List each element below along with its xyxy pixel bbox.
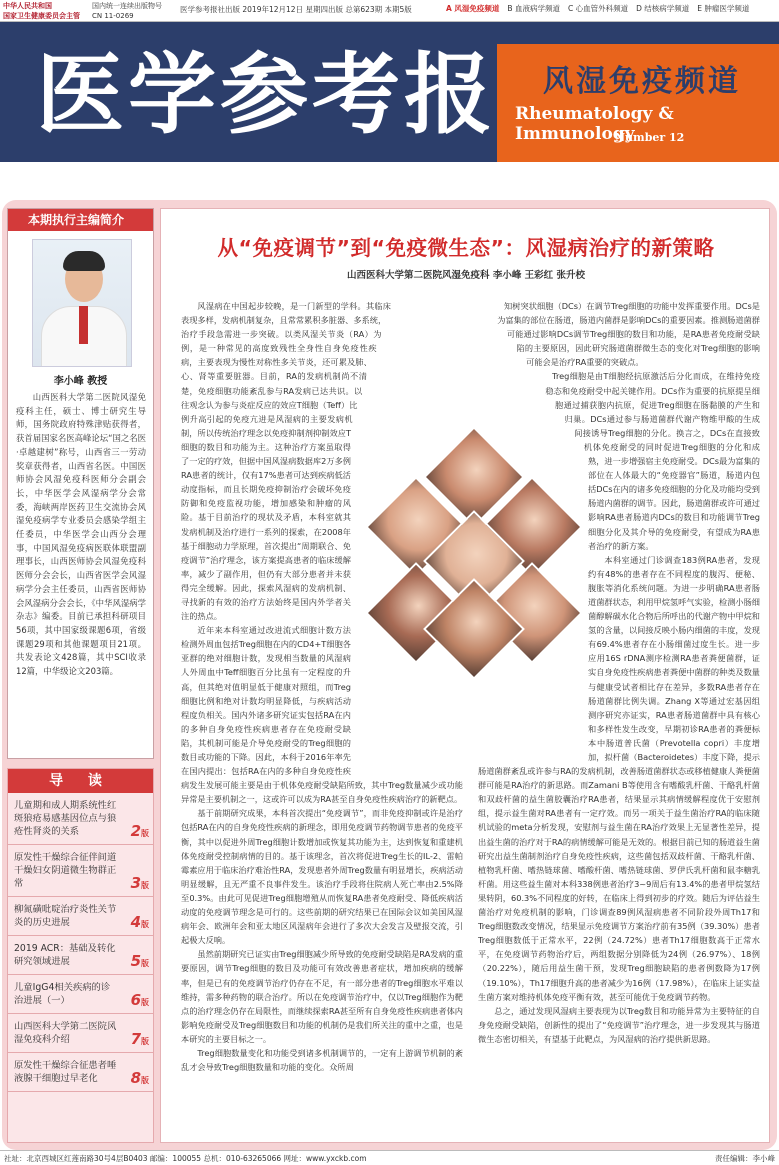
channel-name-cn: 风湿免疫频道: [543, 64, 741, 99]
guide-item[interactable]: [8, 845, 153, 897]
guide-item[interactable]: [8, 897, 153, 936]
article-column-right: [478, 299, 760, 1129]
guide-title: 导 读: [8, 769, 153, 793]
article-byline: 山西医科大学第二医院风湿免疫科 李小峰 王彩红 张升校: [347, 270, 585, 281]
guide-page: [130, 991, 149, 1009]
guide-item-text: 柳氮磺吡啶治疗炎性关节炎的历史进展: [14, 904, 117, 928]
guide-page-number: 5: [130, 952, 141, 970]
issue-line: 医学参考报社出版 2019年12月12日 星期四出版 总第623期 本期5版: [180, 5, 412, 14]
editor-profile: [7, 208, 154, 759]
reading-guide: [7, 768, 154, 1143]
editor-bio: 山西医科大学第二医院风湿免疫科主任，硕士、博士研究生导师，国务院政府特殊津贴获得者，获首届国家名医高峰论坛“国之名医·卓越建树”称号，山西省三一劳动奖章获得者，山西省名医。中国医师协会风湿免疫科医师分会副会长，中华医学会风湿病学分会常委，海峡两岸医药卫生交流协会风湿免疫病学专业委员会感染学组主任委员，中华医学会山西分会理事，中国风湿免疫病医联体联盟副理事长，山西医师协会风湿免疫科医师分会会长，山西省医学会风湿病学分会主任委员，山西省医师协会风湿病分会会长，《中华风湿病学杂志》编委。目前已承担科研项目56项，其中国家级课题6项，省级课题29项和其他课题项目21项。共发表论文428篇，其中SCI收录12篇，中华级论文203篇。: [16, 392, 146, 677]
page-footer: [0, 1150, 779, 1165]
guide-page: [130, 1030, 149, 1048]
main-article: [160, 208, 770, 1143]
guide-item[interactable]: [8, 975, 153, 1014]
country-line: 中华人民共和国: [3, 2, 52, 10]
article-paragraph: 总之，通过发现风湿病主要表现为以Treg数目和功能异常为主要特征的自身免疫耐受缺陷，创新性的提出了“免疫调节”治疗理念，进一步发现其与肠道微生态密切相关，有望基于此靶点，为风湿病的治疗提供新思路。: [478, 1005, 760, 1044]
guide-page: [130, 952, 149, 970]
article-paragraph: 基于前期研究成果，本科首次提出“免疫调节”，而非免疫抑制或许是治疗包括RA在内的自身免疫性疾病的新理念，即用免疫调节药物调节患者的免疫平衡，其中以促进外周Treg细胞计数增加或恢复其功能为主，达到恢复和重建机体免疫耐受控制病情的目的。基于该理念，首次将促进Treg生长的IL-2、雷帕霉素应用于临床治疗难治性RA，发现患者外周Treg数量有明显增长，疾病活动明显缓解，且无严重不良事件发生。该治疗手段将住院病人死亡率由2.5%降至0.3%。由此可见促进Treg细胞增殖从而恢复RA患者免疫耐受、降低疾病活动度的免疫调节理念是可行的。这些前期的研究结果已在国际会议如美国风湿病年会、欧洲年会和亚太地区风湿病年会进行了多次大会发言及壁报交流，引起极大反响。: [181, 808, 463, 946]
guide-page: [130, 822, 149, 840]
guide-item-text: 原发性干燥综合征患者唾液腺干细胞过早老化: [14, 1060, 117, 1084]
guide-item[interactable]: [8, 936, 153, 975]
publisher-info: [3, 1, 80, 21]
guide-item[interactable]: [8, 1014, 153, 1053]
guide-page-number: 7: [130, 1030, 141, 1048]
guide-page-suffix: 版: [141, 920, 149, 929]
masthead: [0, 22, 779, 162]
guide-page-suffix: 版: [141, 881, 149, 890]
issn-number: CN 11-0269: [92, 12, 134, 20]
guide-item-text: 儿童IgG4相关疾病的诊治进展（一）: [14, 982, 111, 1006]
guide-item-text: 2019 ACR：基础及转化研究领域进展: [14, 943, 116, 967]
article-paragraph: 知树突状细胞（DCs）在调节Treg细胞的功能中发挥重要作用。DCs是为富集的部位在肠道，肠道内菌群是影响DCs的重要因素。推测肠道菌群可能通过影响DCs调节Treg细胞的数目和功能，是RA患者免疫耐受缺陷的主要原因，因此研究肠道菌群微生态的变化对Treg细胞的影响可能会是治疗RA重要的突破点。: [497, 301, 760, 368]
article-paragraph: Treg细胞数量变化和功能受到诸多机制调节的，一定有上游调节机制的紊乱才会导致Treg细胞数量和功能的变化。众所周: [181, 1047, 463, 1073]
guide-item[interactable]: [8, 1053, 153, 1092]
editor-photo: [32, 239, 132, 367]
guide-page-suffix: 版: [141, 829, 149, 838]
article-paragraph: Treg细胞是由T细胞经抗原激活后分化而成，在维持免疫稳态和免疫耐受中起关键作用。DCs作为重要的抗原提呈细胞通过捕获胞内抗原，促进Treg细胞在肠黏膜的产生和归巢。DCs通过参与肠道菌群代谢产物维甲酸的生成间接诱导Treg细胞的分化。换言之，DCs在直接致机体免疫耐受的同时促进Treg细胞的分化和成熟，进一步增强宿主免疫耐受。DCs最为富集的部位在人体最大的“免疫器官”肠道，肠道内包括DCs在内的诸多免疫细胞的分化及功能均受到肠道内菌群的调节。因此，肠道菌群或许可通过影响RA患者肠道内DCs的数目和功能调节Treg细胞分化及其介导的免疫耐受，有望成为RA患者治疗的新方案。: [545, 371, 760, 551]
channel-name-en: Rheumatology & Immunology: [515, 104, 674, 144]
guide-page-number: 8: [130, 1069, 141, 1087]
guide-item[interactable]: [8, 793, 153, 845]
channel-nav: [446, 4, 749, 14]
issn-label: 国内统一连续出版物号: [92, 2, 162, 10]
footer-address: 社址：北京西城区红莲南路30号4层B0403 邮编：100055 总机：010-63265066 网址：www.yxckb.com: [4, 1154, 367, 1163]
channel-tab-e[interactable]: E 肿瘤医学频道: [697, 4, 750, 13]
authority-line: 国家卫生健康委员会主管: [3, 12, 80, 20]
guide-page-suffix: 版: [141, 1076, 149, 1085]
guide-page: [130, 1069, 149, 1087]
channel-banner: [497, 44, 779, 162]
article-paragraph: 近年来本科室通过改进流式细胞计数方法检测外周血包括Treg细胞在内的CD4+T细胞各亚群的绝对细胞计数，发现相当数量的风湿病人外周血中Teff细胞百分比虽有一定程度的升高，但其绝对值明显低于健康对照组，而Treg细胞比例和绝对计数均明显降低，与疾病活动程度负相关。国内外诸多研究证实包括RA在内的多种自身免疫性疾病患者存在免疫耐受缺陷，其机制可能是介导免疫耐受的Treg细胞的数目或功能的下降。因此，本科于2016年率先在国内提出：包括RA在内的多种自身免疫性疾病发生发展可能主要是由于机体免疫耐受缺陷所致，其中Treg数量减少或功能异常是主要机制之一，这或许可以成为RA甚至自身免疫性疾病治疗的新靶点。: [181, 625, 463, 805]
article-paragraph: 本科室通过门诊调查183例RA患者，发现约有48%的患者存在不同程度的腹泻、便秘、腹胀等消化系统问题。为进一步明确RA患者肠道菌群状态，利用甲烷氢呼气实验，检测小肠细菌醇解碳水化合物后所呼出的代谢产物中甲烷和氢的含量，以间接反映小肠内细菌的丰度，发现有69.4%患者存在小肠细菌过度生长。进一步应用16S rDNA测序检测RA患者粪便菌群，证实自身免疫性疾病患者粪便中菌群的种类及数量与健康受试者相比存在差异，多数RA患者存在肠道菌群比例失调。Zhang X等通过宏基因组测序研究亦证实，RA患者肠道菌群中具有核心和多样性发生改变，早期初诊RA患者的粪便标本中肠道普氏菌（Prevotella copri）丰度增加，拟杆菌（Bacteroidetes）丰度下降，提示肠道菌群紊乱或许参与RA的发病机制，改善肠道菌群状态或移植健康人粪便菌群可能是RA治疗的新思路。而Zamani B等使用含有嗜酸乳杆菌、干酪乳杆菌和双歧杆菌的益生菌胶囊治疗RA患者，结果显示其病情缓解程度优于安慰剂组，提示益生菌对RA患者有一定疗效。而另一项关于益生菌治疗RA的临床随机试验的meta分析发现，安慰剂与益生菌在RA治疗效果上无显著性差异，提出益生菌的治疗对于RA的病情缓解可能是无效的。根据目前已知的肠道益生菌研究出益生菌制剂治疗自身免疫性疾病，这些菌包括双歧杆菌、干酪乳杆菌、植物乳杆菌、嗜热链球菌、嗜酸杆菌、嗜热链球菌、罗伊氏乳杆菌和鼠李糖乳杆菌。用这些益生菌对本科338例患者治疗3~9周后有13.4%的患者甲烷氢结果转阴，60.3%不同程度的好转，在临床上得到初步的疗效。随后为评估益生菌治疗对免疫机制的影响，门诊调查89例风湿病患者不同阶段外周Th17和Treg细胞数改变情况，结果显示免疫调节方案治疗前有35例（39.30%）患者Treg细胞数低于正常水平，22例（24.72%）患者Th17细胞数高于正常水平，在免疫调节药物治疗后，两组数据分别降低为24例（26.97%）、18例（20.22%），随后用益生菌干预，发现Treg细胞缺陷的患者例数降为17例（19.10%），Th17细胞升高的患者减少为16例（17.98%），在临床上证实益生菌方案对维持机体免疫平衡有效，甚至可能优于免疫调节药物。: [478, 554, 760, 1002]
editor-section-title: 本期执行主编简介: [8, 209, 153, 231]
newspaper-title: 医学参考报: [36, 42, 497, 146]
photo-tie: [79, 306, 88, 344]
article-paragraph: 风湿病在中国起步较晚，是一门新型的学科。其临床表现多样，发病机制复杂，且常常累积多脏器、多系统，治疗手段急需进一步突破。以类风湿关节炎（RA）为例，是一种常见的高度致残性全身性自身免疫性疾病，主要表现为慢性对称性多关节炎，还可累及肺、心、肾等重要脏器。目前，RA的发病机制尚不清楚，免疫细胞功能紊乱参与RA发病已达共识。以往观念认为参与炎症反应的效应T细胞（Teff）比例升高引起的免疫亢进是风湿病的主要发病机制，所以传统治疗理念以免疫抑制剂抑制效应T细胞的数目和功能为主。这种治疗方案虽取得了一定的疗效，但据中国风湿病数据库2万多例RA患者的统计，仅有17%患者可达到疾病低活动度指标，而且长期免疫抑制治疗会破坏免疫防御和免疫监视功能，增加感染和肿瘤的风险。基于目前治疗的现状及矛盾，本科室就其发病机制及治疗进行一系列的探索，在2008年基于细胞动力学原理，首次提出“周期联合、免疫调节”治疗理念，该方案提高患者的临床缓解率，减少了副作用，但仍有大部分患者并未获得完全缓解。因此，探索风湿病的发病机制、寻找新的有效的治疗方法始终是国内外学者关注的热点。: [181, 301, 391, 622]
guide-page-number: 3: [130, 874, 141, 892]
issue-number: Number 12: [615, 131, 685, 144]
guide-page-suffix: 版: [141, 1037, 149, 1046]
channel-tab-d[interactable]: D 结核病学频道: [636, 4, 690, 13]
hand-photo-collage: [374, 437, 574, 667]
guide-page-number: 4: [130, 913, 141, 931]
article-paragraph: 虽然前期研究已证实由Treg细胞减少所导致的免疫耐受缺陷是RA发病的重要原因，调节Treg细胞的数目及功能可有效改善患者症状，增加疾病的缓解率，但是已有的免疫调节治疗仍存在不足，有一部分患者的Treg细胞水平难以维持，需多种药物的联合治疗。所以在免疫调节治疗中，仅以Treg细胞作为靶点的治疗理念仍存在局限性，而继续探索RA甚至所有自身免疫性疾病患者体内影响免疫耐受及Treg细胞数目和功能的机制仍是我们所关注的重中之重，也是本研究的主要目标之一。: [181, 949, 464, 1044]
channel-tab-c[interactable]: C 心血管外科频道: [567, 4, 629, 13]
editor-name: 李小峰 教授: [53, 376, 108, 387]
channel-tab-a[interactable]: A 风湿免疫频道: [446, 4, 500, 13]
guide-page: [130, 913, 149, 931]
guide-item-text: 原发性干燥综合征伴间道干燥妇女阴道微生物群正常: [14, 852, 117, 889]
guide-page-number: 6: [130, 991, 141, 1009]
article-column-left: [181, 299, 463, 1129]
article-title: 从“免疫调节”到“免疫微生态”：风湿病治疗的新策略: [217, 236, 715, 260]
photo-hair: [63, 251, 105, 271]
guide-item-text: 儿童期和成人期系统性红斑狼疮易感基因位点与狼疮性肾炎的关系: [14, 800, 117, 837]
guide-page: [130, 874, 149, 892]
guide-page-number: 2: [130, 822, 141, 840]
guide-page-suffix: 版: [141, 959, 149, 968]
guide-item-text: 山西医科大学第二医院风湿免疫科介绍: [14, 1021, 117, 1045]
top-info-strip: [0, 0, 779, 22]
guide-page-suffix: 版: [141, 998, 149, 1007]
issn-info: [92, 1, 162, 21]
channel-tab-b[interactable]: B 血液病学频道: [507, 4, 560, 13]
footer-editor: 责任编辑：李小峰: [715, 1154, 775, 1163]
